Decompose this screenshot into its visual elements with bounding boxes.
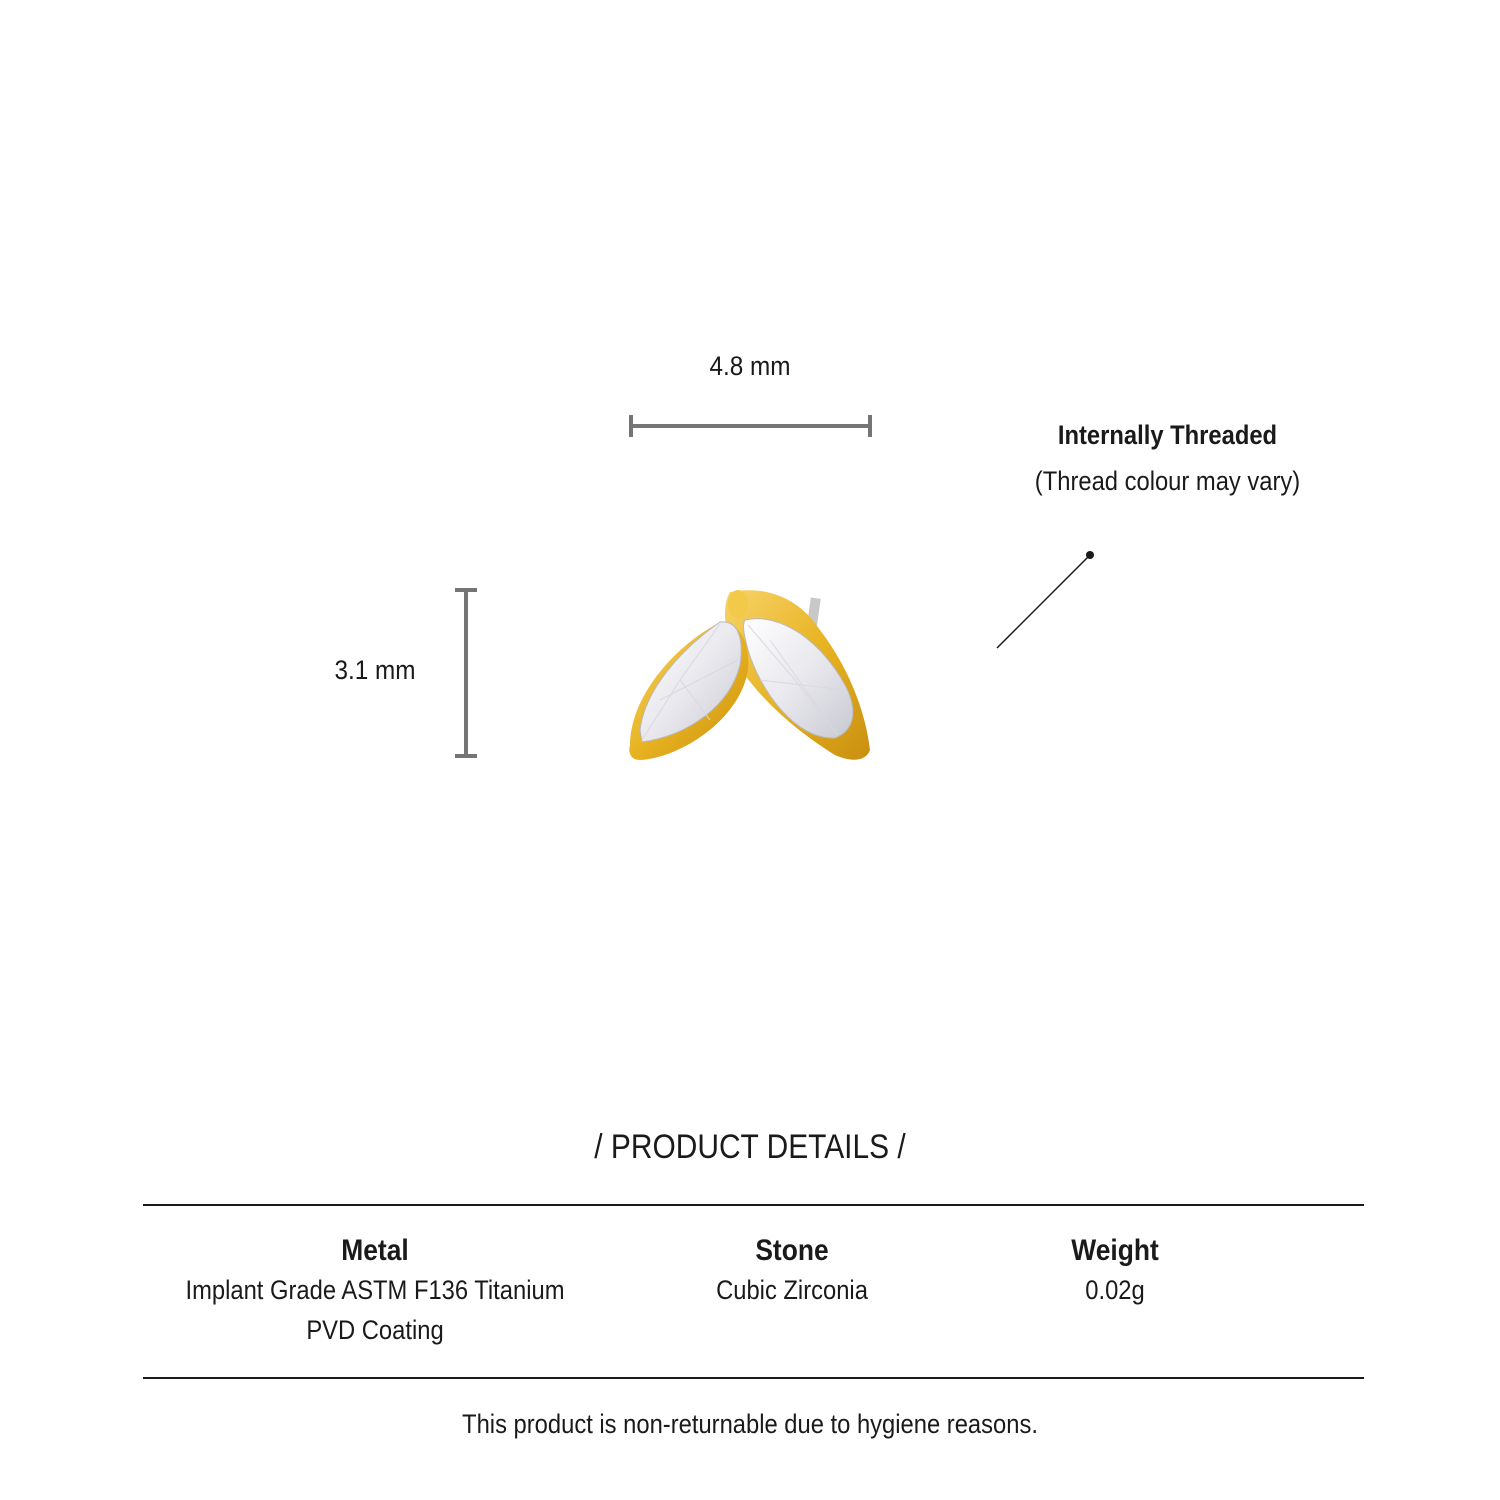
detail-value-metal-line-1: Implant Grade ASTM F136 Titanium (185, 1275, 565, 1305)
width-dimension-label: 4.8 mm (709, 351, 791, 381)
thread-note: (Thread colour may vary) (1034, 466, 1301, 496)
thread-title: Internally Threaded (1057, 420, 1278, 450)
detail-title-metal: Metal (341, 1234, 409, 1267)
height-dimension-line (464, 590, 468, 756)
detail-value-metal-line-2: PVD Coating (306, 1315, 444, 1345)
detail-value-weight: 0.02g (1085, 1275, 1145, 1305)
detail-title-weight: Weight (1071, 1234, 1159, 1267)
thread-pointer-line (990, 545, 1100, 655)
width-dimension-cap-left (629, 415, 633, 437)
height-dimension-label: 3.1 mm (334, 655, 416, 685)
details-divider-top (143, 1204, 1364, 1206)
height-dimension-cap-bottom (455, 754, 477, 758)
detail-value-stone: Cubic Zirconia (716, 1275, 868, 1305)
detail-column-stone (642, 1232, 942, 1310)
detail-column-metal (125, 1232, 625, 1350)
marquise-stud-earring-icon (620, 580, 890, 775)
width-dimension-cap-right (868, 415, 872, 437)
details-divider-bottom (143, 1377, 1364, 1379)
detail-column-weight (965, 1232, 1265, 1310)
returns-notice: This product is non-returnable due to hygiene reasons. (462, 1409, 1038, 1439)
detail-title-stone: Stone (755, 1234, 829, 1267)
width-dimension-line (631, 424, 870, 428)
product-details-heading: / PRODUCT DETAILS / (594, 1128, 906, 1166)
height-dimension-cap-top (455, 588, 477, 592)
